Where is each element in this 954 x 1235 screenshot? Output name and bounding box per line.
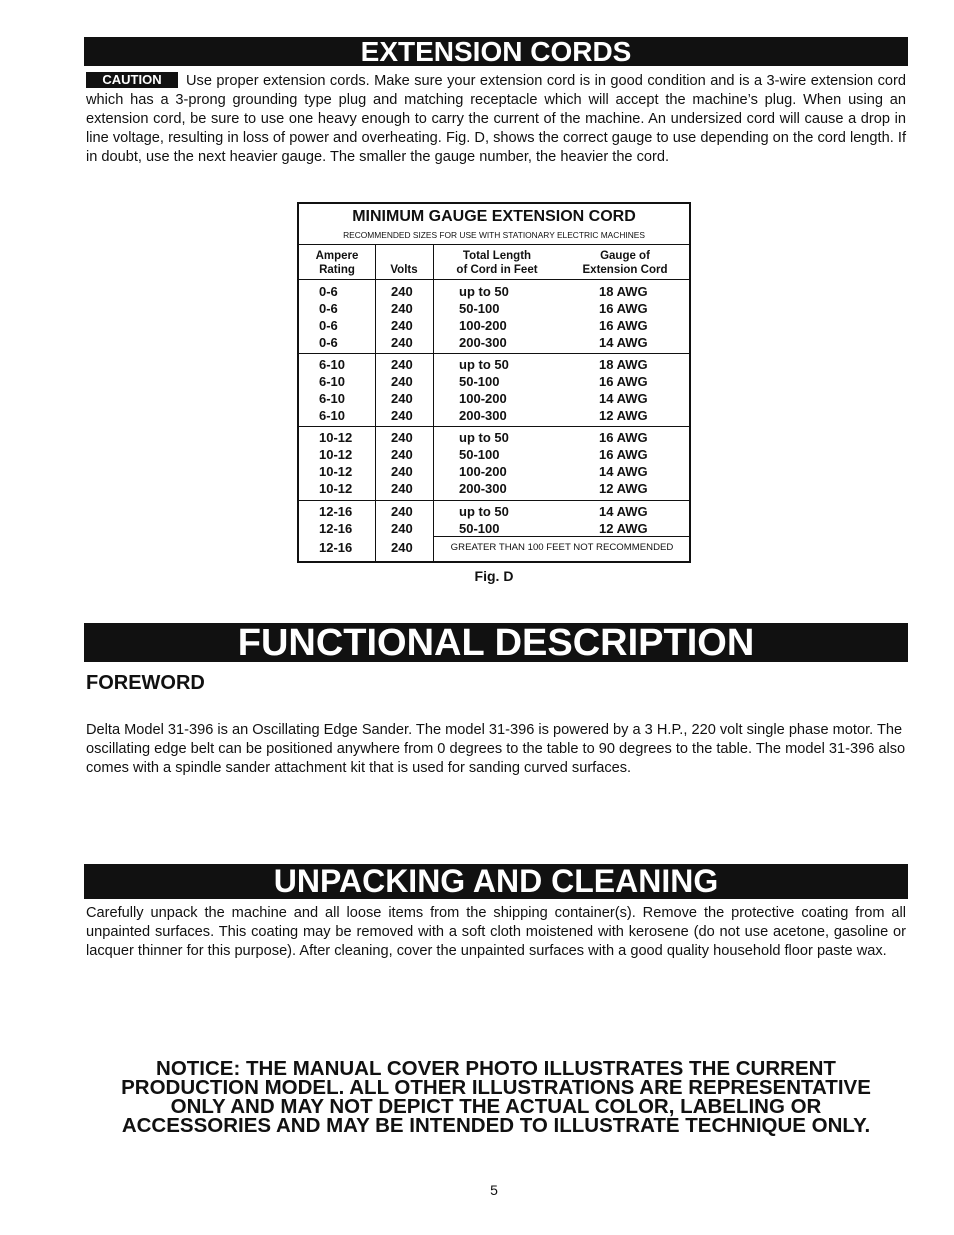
- table-cell-length: up to 50: [459, 284, 509, 299]
- table-cell-gauge: 12 AWG: [599, 481, 648, 496]
- table-cell-length: 50-100: [459, 447, 500, 462]
- table-cell-gauge: 18 AWG: [599, 357, 648, 372]
- table-cell-volts: 240: [391, 374, 413, 389]
- table-cell-amp: 0-6: [319, 284, 338, 299]
- table-cell-gauge: 16 AWG: [599, 301, 648, 316]
- table-cell-volts: 240: [391, 430, 413, 445]
- notice-line: NOTICE: THE MANUAL COVER PHOTO ILLUSTRATES THE CURRENT: [156, 1057, 836, 1080]
- table-rule: [299, 353, 689, 354]
- table-cell-volts: 240: [391, 504, 413, 519]
- table-cell-length: 100-200: [459, 464, 507, 479]
- table-cell-gauge: 16 AWG: [599, 374, 648, 389]
- section-heading-extension-cords: EXTENSION CORDS: [84, 37, 908, 66]
- table-cell-amp: 12-16: [319, 540, 353, 555]
- notice-line: ACCESSORIES AND MAY BE INTENDED TO ILLUSTRATE TECHNIQUE ONLY.: [121, 1114, 871, 1137]
- table-note: GREATER THAN 100 FEET NOT RECOMMENDED: [450, 542, 674, 553]
- table-cell-gauge: 16 AWG: [599, 430, 648, 445]
- table-cell-length: 200-300: [459, 408, 507, 423]
- table-title: MINIMUM GAUGE EXTENSION CORD: [352, 208, 636, 225]
- table-cell-volts: 240: [391, 447, 413, 462]
- table-subtitle: RECOMMENDED SIZES FOR USE WITH STATIONARY ELECTRIC MACHINES: [343, 230, 645, 240]
- table-cell-volts: 240: [391, 408, 413, 423]
- header-length-line1: Total Length: [462, 250, 532, 262]
- header-gauge-line1: Gauge of: [600, 250, 650, 262]
- table-cell-length: up to 50: [459, 357, 509, 372]
- table-rule: [299, 500, 689, 501]
- unpacking-paragraph: Carefully unpack the machine and all loose items from the shipping container(s). Remove the protective coating from all unpainted surfaces. This coating may be removed with a soft cloth moistened with kerosene (do not use acetone, gasoline or lacquer thinner for this purpose). After cleaning, cover the unpainted surfaces with a good quality household floor paste wax.: [86, 905, 906, 959]
- table-column-rule: [375, 244, 376, 561]
- header-volts: Volts: [390, 264, 418, 276]
- header-gauge-line2: Extension Cord: [582, 264, 668, 276]
- table-cell-length: 100-200: [459, 318, 507, 333]
- caution-label: CAUTION: [86, 72, 178, 88]
- table-rule: [299, 279, 689, 280]
- foreword-heading: FOREWORD: [86, 672, 205, 694]
- table-cell-length: 200-300: [459, 481, 507, 496]
- table-cell-volts: 240: [391, 540, 413, 555]
- table-cell-length: 50-100: [459, 374, 500, 389]
- foreword-paragraph: Delta Model 31-396 is an Oscillating Edge Sander. The model 31-396 is powered by a 3 H.P., 220 volt single phase motor. The oscillating edge belt can be positioned anywhere from 0 degrees to the table to 90 degrees to the table. The model 31-396 also comes with a spindle sander attachment kit that is used for sanding curved surfaces.: [86, 722, 906, 776]
- notice-block: [84, 1059, 908, 1135]
- table-cell-volts: 240: [391, 335, 413, 350]
- table-cell-amp: 10-12: [319, 464, 353, 479]
- table-cell-volts: 240: [391, 284, 413, 299]
- table-cell-volts: 240: [391, 391, 413, 406]
- figure-caption: Fig. D: [474, 568, 514, 584]
- table-cell-gauge: 14 AWG: [599, 335, 648, 350]
- table-cell-gauge: 14 AWG: [599, 391, 648, 406]
- table-cell-gauge: 16 AWG: [599, 447, 648, 462]
- notice-line: ONLY AND MAY NOT DEPICT THE ACTUAL COLOR, LABELING OR: [170, 1095, 822, 1118]
- table-cell-amp: 6-10: [319, 357, 346, 372]
- table-cell-amp: 0-6: [319, 318, 338, 333]
- table-cell-gauge: 18 AWG: [599, 284, 648, 299]
- table-cell-amp: 12-16: [319, 504, 353, 519]
- table-cell-volts: 240: [391, 301, 413, 316]
- table-cell-amp: 0-6: [319, 335, 338, 350]
- table-cell-amp: 6-10: [319, 391, 346, 406]
- table-rule: [299, 426, 689, 427]
- table-cell-gauge: 14 AWG: [599, 464, 648, 479]
- table-cell-amp: 10-12: [319, 447, 353, 462]
- section-heading-functional-description: FUNCTIONAL DESCRIPTION: [84, 623, 908, 662]
- table-cell-volts: 240: [391, 521, 413, 536]
- table-cell-amp: 10-12: [319, 430, 353, 445]
- table-cell-gauge: 12 AWG: [599, 521, 648, 536]
- table-cell-length: 50-100: [459, 521, 500, 536]
- table-cell-length: 50-100: [459, 301, 500, 316]
- header-ampere-rating: [299, 249, 375, 277]
- table-cell-amp: 10-12: [319, 481, 353, 496]
- table-cell-volts: 240: [391, 464, 413, 479]
- header-total-length: [433, 249, 561, 277]
- table-cell-volts: 240: [391, 357, 413, 372]
- table-cell-gauge: 14 AWG: [599, 504, 648, 519]
- extension-cords-text: Use proper extension cords. Make sure your extension cord is in good condition and is a 3-wire extension cord which has a 3-prong grounding type plug and matching receptacle which will accept the machine’s plug. When using an extension cord, be sure to use one heavy enough to carry the current of the machine. An undersized cord will cause a drop in line voltage, resulting in loss of power and overheating. Fig. D, shows the correct gauge to use depending on the cord length. If in doubt, use the next heavier gauge. The smaller the gauge number, the heavier the cord.: [86, 73, 906, 165]
- table-cell-volts: 240: [391, 318, 413, 333]
- table-cell-amp: 6-10: [319, 408, 346, 423]
- table-cell-length: 200-300: [459, 335, 507, 350]
- notice-line: PRODUCTION MODEL. ALL OTHER ILLUSTRATIONS ARE REPRESENTATIVE: [121, 1076, 871, 1099]
- header-length-line2: of Cord in Feet: [456, 264, 538, 276]
- table-cell-length: 100-200: [459, 391, 507, 406]
- table-column-rule: [433, 244, 434, 561]
- table-cell-length: up to 50: [459, 430, 509, 445]
- table-cell-amp: 0-6: [319, 301, 338, 316]
- table-cell-gauge: 12 AWG: [599, 408, 648, 423]
- table-rule: [299, 244, 689, 245]
- page-number: 5: [490, 1182, 498, 1198]
- extension-cord-gauge-table: [297, 202, 691, 563]
- table-cell-volts: 240: [391, 481, 413, 496]
- header-ampere-line2: Rating: [319, 264, 355, 276]
- header-gauge: [561, 249, 689, 277]
- header-ampere-line1: Ampere: [315, 250, 359, 262]
- table-cell-gauge: 16 AWG: [599, 318, 648, 333]
- table-cell-amp: 12-16: [319, 521, 353, 536]
- extension-cords-paragraph: [86, 72, 906, 167]
- table-cell-length: up to 50: [459, 504, 509, 519]
- table-cell-amp: 6-10: [319, 374, 346, 389]
- section-heading-unpacking: UNPACKING AND CLEANING: [84, 864, 908, 899]
